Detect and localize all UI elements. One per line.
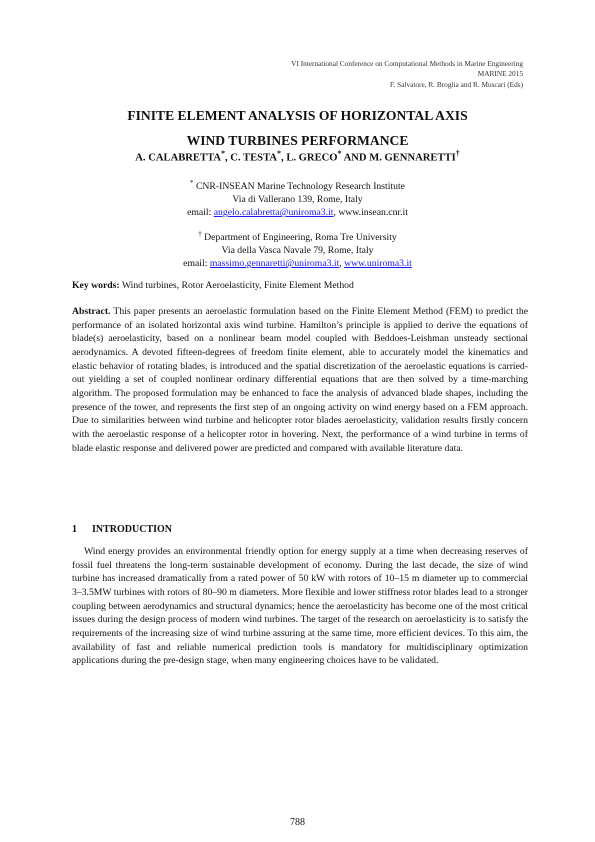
- title-line-1: FINITE ELEMENT ANALYSIS OF HORIZONTAL AXIS: [127, 108, 468, 123]
- keywords-label: Key words:: [72, 280, 120, 291]
- website-link[interactable]: www.uniroma3.it: [344, 258, 412, 270]
- author-separator: ,: [225, 152, 231, 164]
- keywords-text: Wind turbines, Rotor Aeroelasticity, Finite Element Method: [119, 280, 354, 291]
- section-title: INTRODUCTION: [92, 524, 173, 535]
- website-text: www.insean.cnr.it: [338, 207, 408, 219]
- affiliation-institute: * CNR-INSEAN Marine Technology Research Institute: [190, 179, 405, 193]
- affiliation-mark: *: [337, 149, 342, 158]
- affiliation-address: Via della Vasca Navale 79, Rome, Italy: [221, 245, 374, 257]
- affiliation-address: Via di Vallerano 139, Rome, Italy: [232, 194, 363, 206]
- affiliation-mark: *: [190, 179, 194, 187]
- affiliation-mark: †: [455, 149, 460, 158]
- title-line-2: WIND TURBINES PERFORMANCE: [186, 133, 409, 148]
- affiliation-mark: *: [221, 149, 225, 158]
- affiliation-mark: †: [198, 230, 202, 238]
- author-separator: AND: [341, 152, 370, 164]
- author-name: M. GENNARETTI: [369, 152, 456, 164]
- abstract-label: Abstract.: [72, 306, 111, 317]
- email-link[interactable]: angelo.calabretta@uniroma3.it: [213, 207, 334, 219]
- abstract-text: This paper presents an aeroelastic formulation based on the Finite Element Method (FEM) to predict the performance of an isolated horizontal axis wind turbine. Hamilton’s principle is applied to derive the equations of blade(s) aeroelasticity, based on a nonlinear beam model coupled with Beddoes-Leishman unsteady sectional aerodynamics. A devoted fifteen-degrees of freedom finite element, able to accurately model the kinematics and elastic behavior of rotating blades, is introduced and the spatial discretization of the aeroelastic equations is carried-out yielding a set of coupled nonlinear ordinary differential equations that are then solved by a time-marching algorithm. The proposed formulation may be enhanced to face the analysis of advanced blade shapes, including the presence of the tower, and represents the first step of an ongoing activity on wind energy based on a FEM approach. Due to similarities between wind turbine and helicopter rotor blades aeroelasticity, validation results firstly concern with the aeroelastic response of a helicopter rotor in hovering. Next, the performance of a wind turbine in terms of blade elastic response and delivered power are predicted and compared with available literature data.: [72, 306, 528, 454]
- page-number: 788: [290, 817, 305, 828]
- email-link[interactable]: massimo.gennaretti@uniroma3.it: [209, 258, 340, 270]
- conference-name: VI International Conference on Computational Methods in Marine Engineering: [291, 59, 523, 68]
- affiliation-roma-tre: [0, 228, 595, 270]
- introduction-paragraph: Wind energy provides an environmental friendly option for energy supply at a time when decreasing reserves of fossil fuel threatens the long-term sustainable development of economy. During the last decade, the size of wind turbine has increased dramatically from a rated power of 50 kW with rotors of 10–15 m diameter up to commercial 3–3.5MW turbines with rotors of 80–90 m diameters. More flexible and lower stiffness rotor blades lead to a stronger coupling between aerodynamics and structural dynamics; hence the aeroelasticity has become one of the most critical issues during the design process of modern wind turbines. The target of the research on aeroelasticity is to satisfy the requirements of the increasing size of wind turbine assuring at the same time, more efficient devices. To this aim, the availability of fast and reliable numerical prediction tools is mandatory for multidisciplinary optimization applications during the pre-design stage, when many engineering choices have to be validated.: [72, 546, 528, 667]
- conference-editors: F. Salvatore, R. Broglia and R. Muscari (Eds): [390, 79, 523, 89]
- author-name: A. CALABRETTA: [135, 152, 221, 164]
- author-list: [0, 149, 595, 164]
- section-heading: [72, 524, 172, 535]
- affiliation-insean: [0, 177, 595, 219]
- author-separator: ,: [281, 152, 287, 164]
- affiliation-mark: *: [277, 149, 282, 158]
- conference-edition: MARINE 2015: [477, 69, 523, 79]
- section-number: 1: [72, 524, 77, 535]
- abstract: [72, 305, 528, 455]
- paper-title: [0, 103, 595, 153]
- conference-header: [143, 59, 523, 90]
- affiliation-institute: † Department of Engineering, Roma Tre University: [198, 230, 397, 244]
- affiliation-contact: email: angelo.calabretta@uniroma3.it, www.insean.cnr.it: [187, 207, 408, 219]
- author-name: L. GRECO: [286, 152, 338, 164]
- affiliation-contact: email: massimo.gennaretti@uniroma3.it, www.uniroma3.it: [183, 258, 412, 270]
- keywords: [72, 280, 532, 291]
- author-name: C. TESTA: [230, 152, 278, 164]
